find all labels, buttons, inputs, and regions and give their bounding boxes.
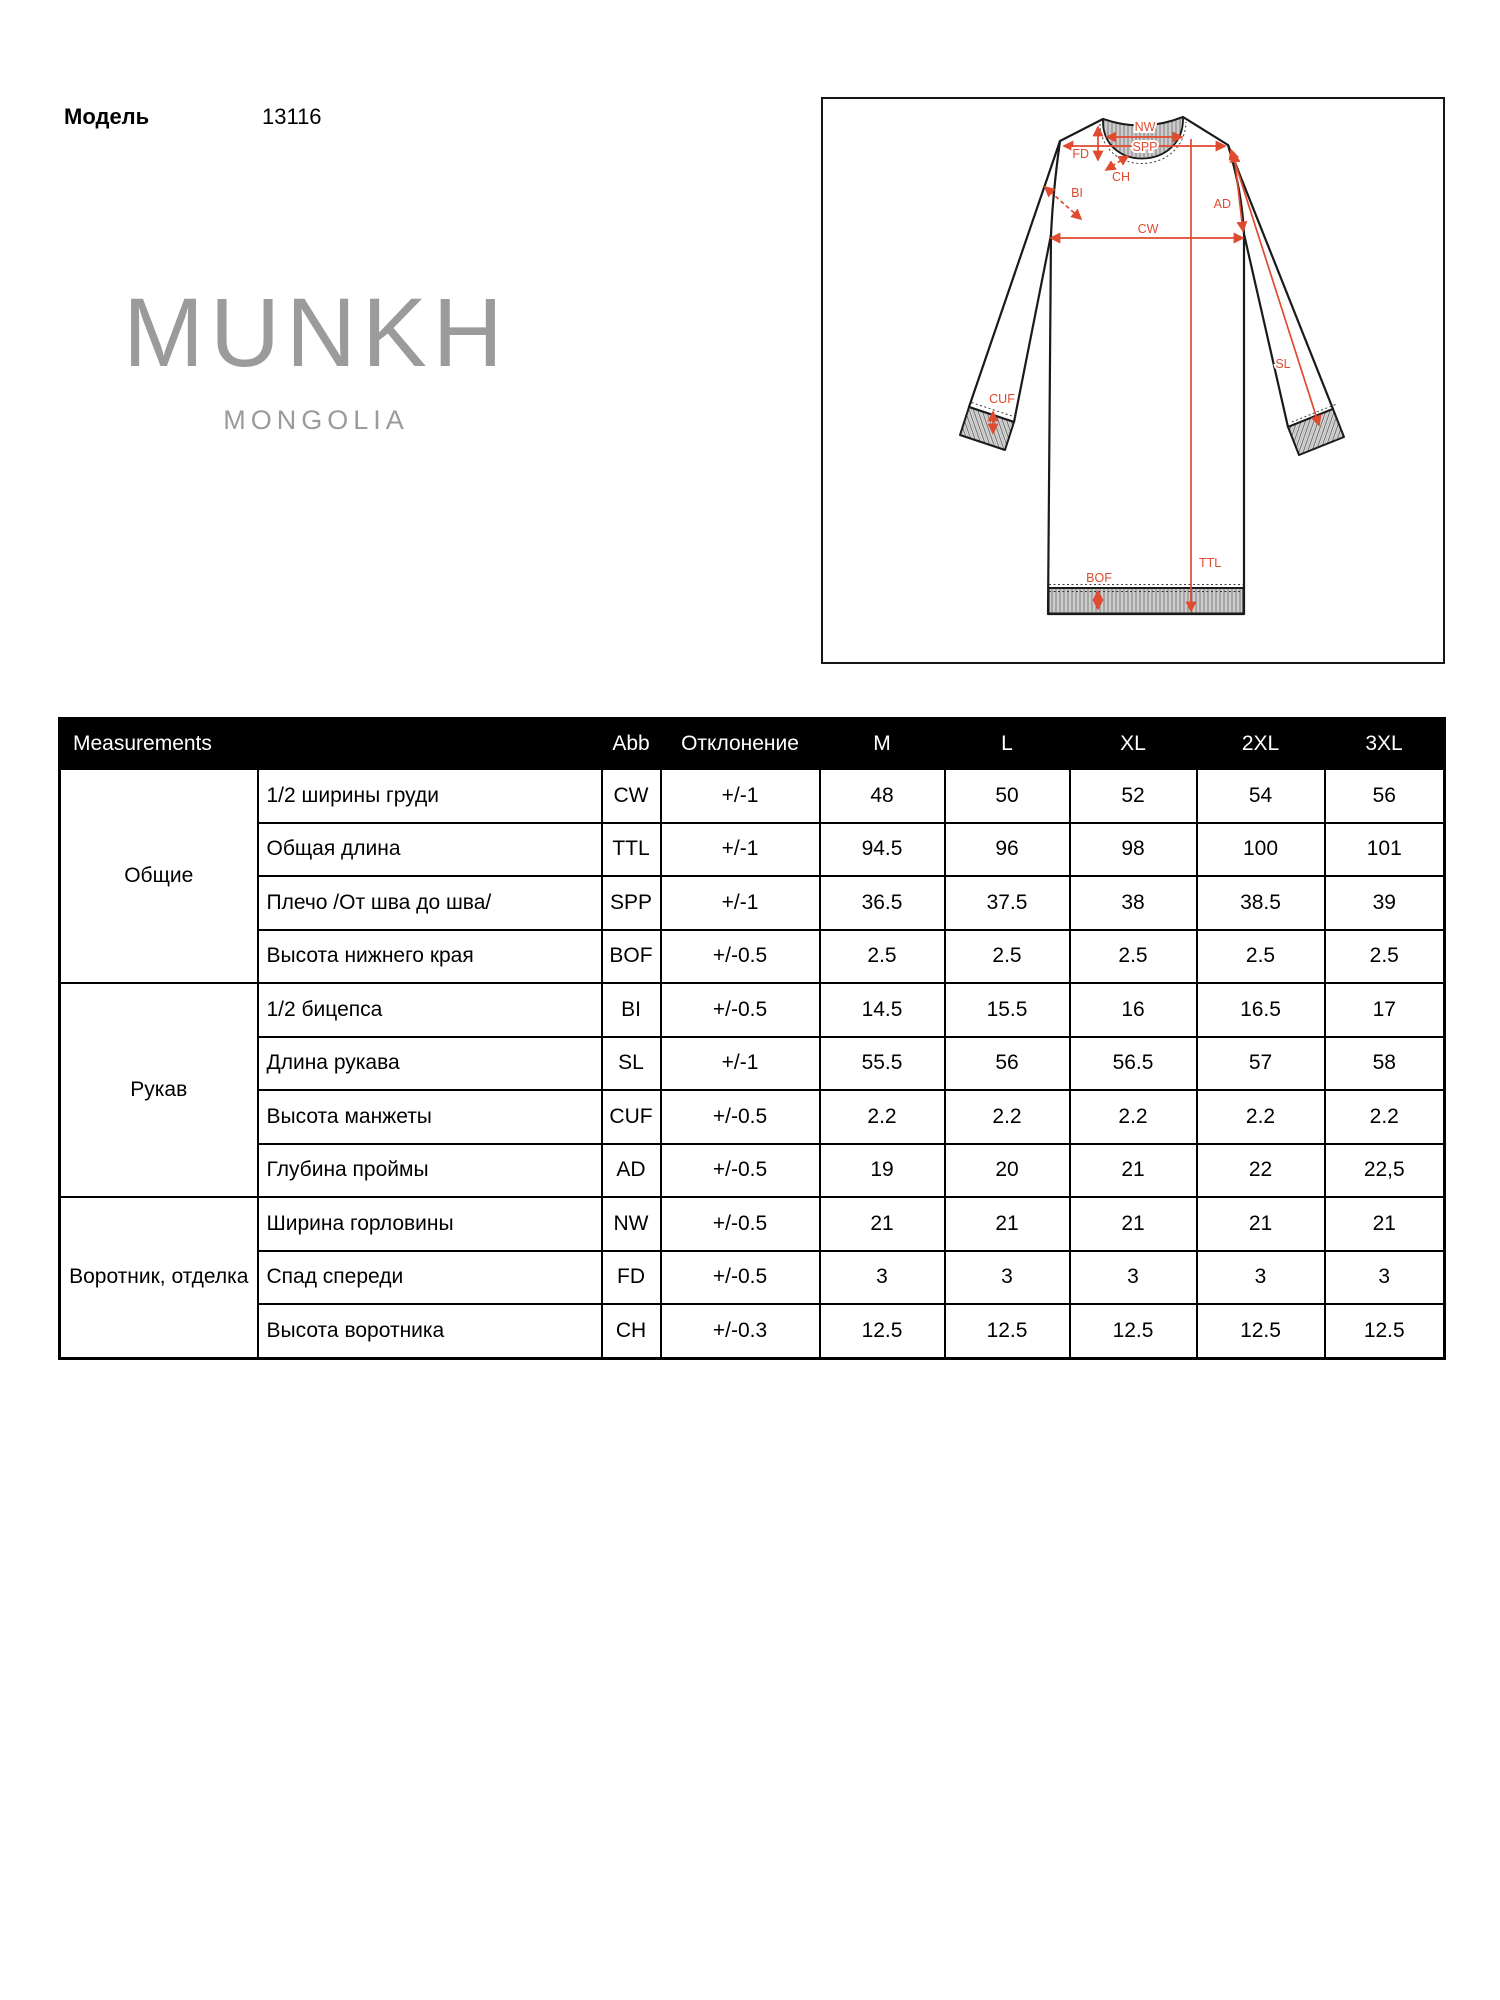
size-value-cell: 2.2 (820, 1090, 945, 1144)
column-header-measurements: Measurements (60, 719, 602, 770)
tolerance-cell: +/-0.5 (661, 1090, 820, 1144)
group-cell: Рукав (60, 983, 258, 1197)
table-row (60, 823, 1445, 877)
size-value-cell: 12.5 (1325, 1304, 1445, 1358)
size-table-body (60, 769, 1445, 1358)
size-value-cell: 100 (1197, 823, 1325, 877)
size-value-cell: 56.5 (1070, 1037, 1197, 1091)
size-value-cell: 2.5 (1325, 930, 1445, 984)
abbreviation-cell: BOF (602, 930, 661, 984)
abbreviation-cell: CUF (602, 1090, 661, 1144)
size-value-cell: 96 (945, 823, 1070, 877)
model-row (64, 104, 322, 130)
label-nw: NW (1134, 120, 1156, 134)
column-header-xl: XL (1070, 719, 1197, 770)
size-value-cell: 3 (945, 1251, 1070, 1305)
size-value-cell: 56 (1325, 769, 1445, 823)
table-row (60, 1197, 1445, 1251)
group-cell: Общие (60, 769, 258, 983)
size-value-cell: 21 (1197, 1197, 1325, 1251)
column-header-tolerance: Отклонение (661, 719, 820, 770)
table-header-row (60, 719, 1445, 770)
size-value-cell: 16 (1070, 983, 1197, 1037)
size-value-cell: 2.2 (1197, 1090, 1325, 1144)
tolerance-cell: +/-0.5 (661, 930, 820, 984)
column-header-2xl: 2XL (1197, 719, 1325, 770)
size-value-cell: 52 (1070, 769, 1197, 823)
size-value-cell: 20 (945, 1144, 1070, 1198)
tolerance-cell: +/-0.5 (661, 1144, 820, 1198)
size-value-cell: 36.5 (820, 876, 945, 930)
size-value-cell: 2.5 (1197, 930, 1325, 984)
group-cell: Воротник, отделка (60, 1197, 258, 1358)
size-value-cell: 21 (945, 1197, 1070, 1251)
size-value-cell: 2.5 (820, 930, 945, 984)
size-value-cell: 56 (945, 1037, 1070, 1091)
abbreviation-cell: CW (602, 769, 661, 823)
model-number: 13116 (262, 104, 322, 129)
size-value-cell: 21 (820, 1197, 945, 1251)
label-bof: BOF (1086, 571, 1112, 585)
size-value-cell: 21 (1070, 1144, 1197, 1198)
table-row (60, 1251, 1445, 1305)
size-value-cell: 3 (1070, 1251, 1197, 1305)
model-label: Модель (64, 104, 150, 129)
size-value-cell: 39 (1325, 876, 1445, 930)
size-value-cell: 12.5 (1070, 1304, 1197, 1358)
tolerance-cell: +/-0.3 (661, 1304, 820, 1358)
measurement-name-cell: 1/2 ширины груди (258, 769, 602, 823)
size-value-cell: 21 (1325, 1197, 1445, 1251)
size-value-cell: 37.5 (945, 876, 1070, 930)
size-value-cell: 48 (820, 769, 945, 823)
size-table (58, 717, 1446, 1360)
size-value-cell: 3 (1325, 1251, 1445, 1305)
size-value-cell: 22,5 (1325, 1144, 1445, 1198)
brand-logo (118, 278, 514, 435)
table-row (60, 1090, 1445, 1144)
size-value-cell: 12.5 (1197, 1304, 1325, 1358)
abbreviation-cell: FD (602, 1251, 661, 1305)
size-value-cell: 21 (1070, 1197, 1197, 1251)
size-value-cell: 2.5 (1070, 930, 1197, 984)
measurement-name-cell: Глубина проймы (258, 1144, 602, 1198)
garment-drawing (823, 99, 1443, 662)
size-value-cell: 19 (820, 1144, 945, 1198)
table-row (60, 769, 1445, 823)
size-value-cell: 101 (1325, 823, 1445, 877)
measurement-name-cell: Плечо /От шва до шва/ (258, 876, 602, 930)
size-value-cell: 12.5 (945, 1304, 1070, 1358)
column-header-abb: Abb (602, 719, 661, 770)
table-row (60, 1037, 1445, 1091)
column-header-l: L (945, 719, 1070, 770)
brand-country: MONGOLIA (223, 405, 409, 435)
measurement-name-cell: Высота манжеты (258, 1090, 602, 1144)
measurement-name-cell: Ширина горловины (258, 1197, 602, 1251)
size-value-cell: 54 (1197, 769, 1325, 823)
size-value-cell: 15.5 (945, 983, 1070, 1037)
size-value-cell: 55.5 (820, 1037, 945, 1091)
measurement-name-cell: Спад спереди (258, 1251, 602, 1305)
label-cuf: CUF (989, 392, 1015, 406)
tolerance-cell: +/-1 (661, 1037, 820, 1091)
abbreviation-cell: CH (602, 1304, 661, 1358)
label-ttl: TTL (1199, 556, 1222, 570)
table-row (60, 930, 1445, 984)
abbreviation-cell: TTL (602, 823, 661, 877)
abbreviation-cell: NW (602, 1197, 661, 1251)
table-row (60, 1144, 1445, 1198)
label-sl: SL (1275, 357, 1291, 371)
size-table-wrap (58, 717, 1443, 1360)
measurement-name-cell: Длина рукава (258, 1037, 602, 1091)
column-header-m: M (820, 719, 945, 770)
size-value-cell: 3 (1197, 1251, 1325, 1305)
tolerance-cell: +/-1 (661, 769, 820, 823)
size-value-cell: 2.2 (945, 1090, 1070, 1144)
size-value-cell: 12.5 (820, 1304, 945, 1358)
measurement-name-cell: Высота воротника (258, 1304, 602, 1358)
label-ch: CH (1111, 170, 1131, 184)
garment-diagram (821, 97, 1445, 664)
abbreviation-cell: SPP (602, 876, 661, 930)
size-value-cell: 16.5 (1197, 983, 1325, 1037)
size-value-cell: 22 (1197, 1144, 1325, 1198)
table-row (60, 983, 1445, 1037)
column-header-3xl: 3XL (1325, 719, 1445, 770)
size-value-cell: 38 (1070, 876, 1197, 930)
abbreviation-cell: BI (602, 983, 661, 1037)
tolerance-cell: +/-1 (661, 876, 820, 930)
brand-name: MUNKH (123, 278, 509, 387)
label-spp: SPP (1132, 140, 1158, 154)
size-value-cell: 2.5 (945, 930, 1070, 984)
size-value-cell: 17 (1325, 983, 1445, 1037)
size-value-cell: 14.5 (820, 983, 945, 1037)
measurement-name-cell: Высота нижнего края (258, 930, 602, 984)
size-value-cell: 3 (820, 1251, 945, 1305)
label-cw: CW (1137, 222, 1159, 236)
tolerance-cell: +/-1 (661, 823, 820, 877)
tolerance-cell: +/-0.5 (661, 1197, 820, 1251)
abbreviation-cell: SL (602, 1037, 661, 1091)
table-row (60, 876, 1445, 930)
label-bi: BI (1071, 186, 1083, 200)
size-value-cell: 58 (1325, 1037, 1445, 1091)
size-value-cell: 38.5 (1197, 876, 1325, 930)
size-value-cell: 50 (945, 769, 1070, 823)
size-value-cell: 57 (1197, 1037, 1325, 1091)
tolerance-cell: +/-0.5 (661, 983, 820, 1037)
size-value-cell: 94.5 (820, 823, 945, 877)
size-value-cell: 98 (1070, 823, 1197, 877)
tolerance-cell: +/-0.5 (661, 1251, 820, 1305)
table-row (60, 1304, 1445, 1358)
label-fd: FD (1072, 147, 1089, 161)
measurement-name-cell: Общая длина (258, 823, 602, 877)
label-ad: AD (1213, 197, 1231, 211)
size-value-cell: 2.2 (1325, 1090, 1445, 1144)
measurement-name-cell: 1/2 бицепса (258, 983, 602, 1037)
abbreviation-cell: AD (602, 1144, 661, 1198)
size-value-cell: 2.2 (1070, 1090, 1197, 1144)
